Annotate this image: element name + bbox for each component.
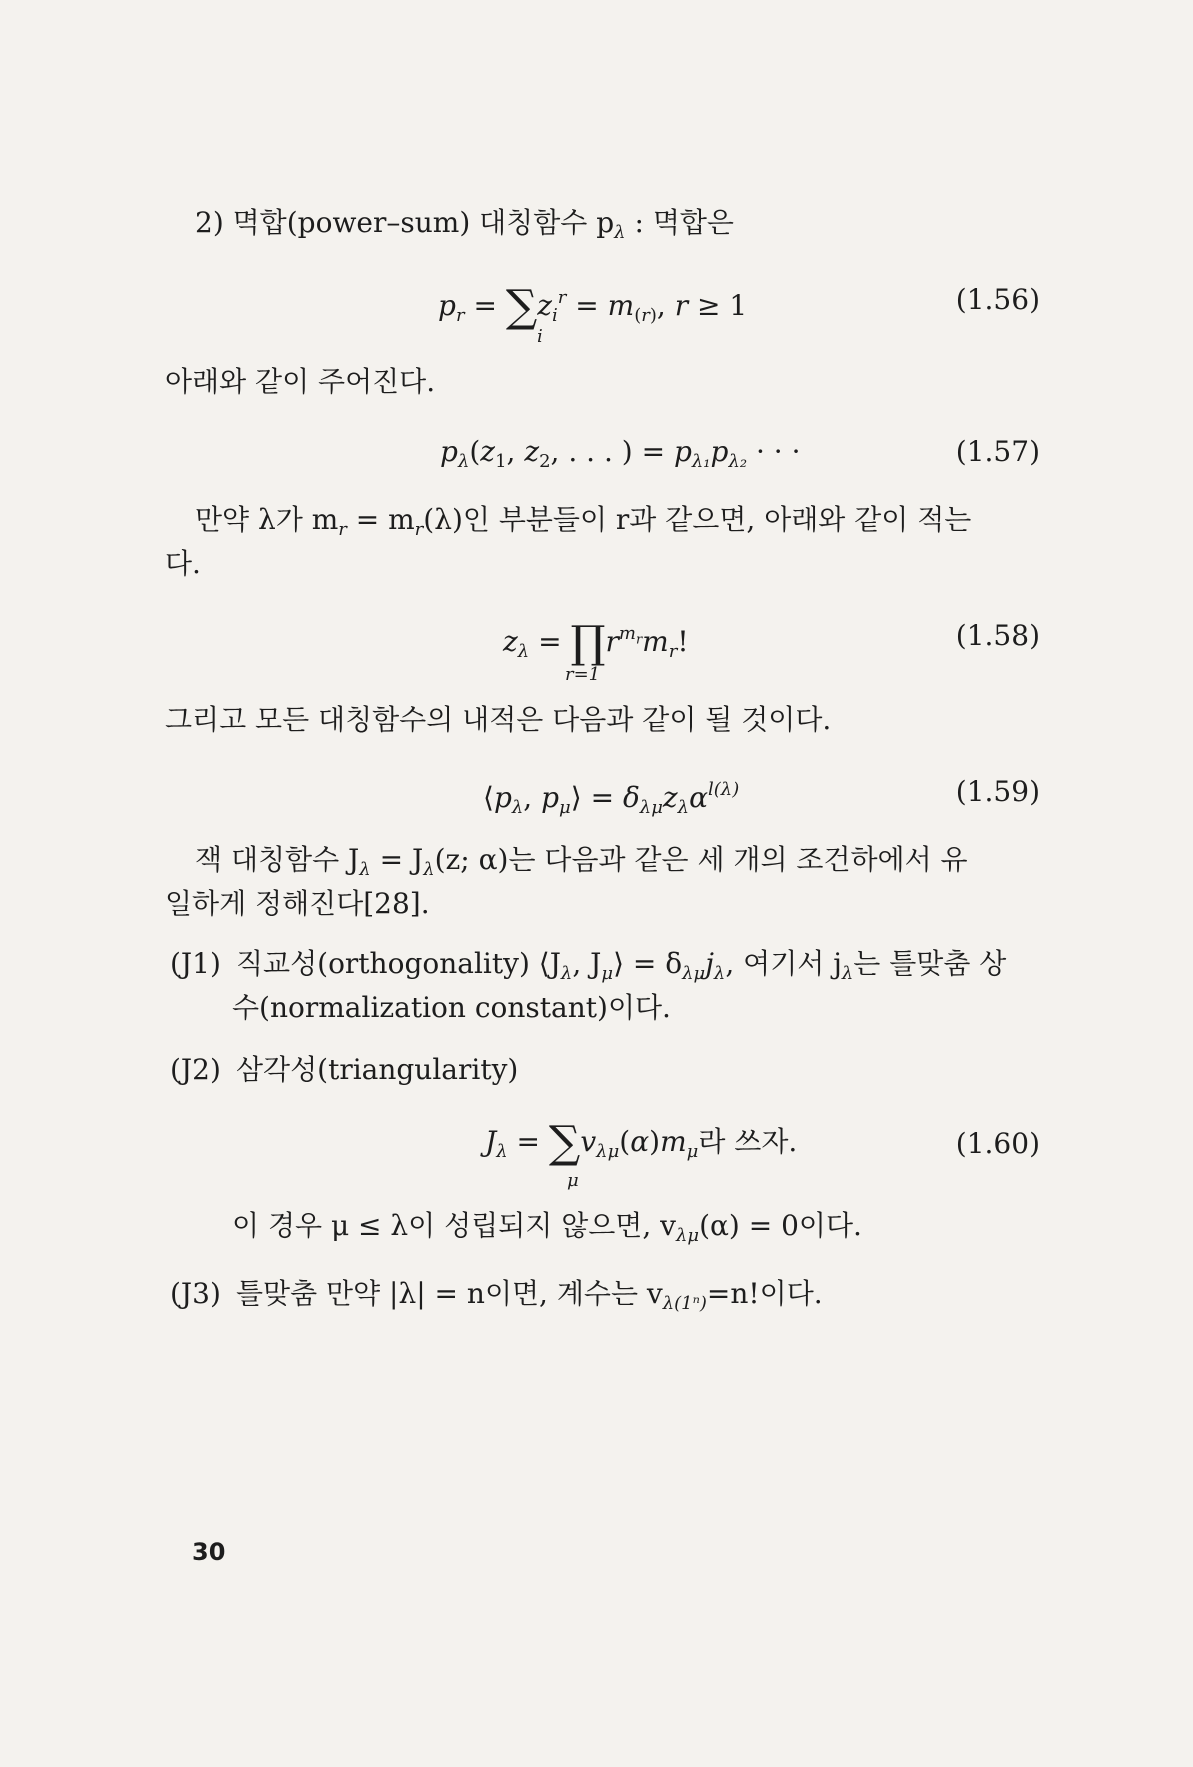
text-run: 2) 멱합(power–sum) 대칭함수 p xyxy=(195,206,615,239)
equation-1-57: $p_\lambda(z_1$, $z_2$, . . . ) = $p_{\lambda_1}p_{\lambda_2}$ · · · xyxy=(440,435,801,472)
subscript: λ xyxy=(614,222,626,243)
equation-number: (1.59) xyxy=(955,775,1040,808)
condition-j2 xyxy=(170,1050,1015,1090)
text-run: , J xyxy=(572,947,602,980)
text-run: , 여기서 j xyxy=(725,947,842,980)
text-run: 라 쓰자. xyxy=(698,1125,798,1158)
product-index: r=1 xyxy=(565,664,601,685)
text-run: = m xyxy=(346,503,415,536)
text-run: = J xyxy=(370,843,424,876)
text-run: 는 틀맞춤 상 xyxy=(853,947,1007,980)
sum-index: i xyxy=(537,326,543,347)
paragraph-power-sum-intro xyxy=(195,203,1040,253)
text-run: 잭 대칭함수 J xyxy=(195,843,360,876)
paragraph-given-as: 아래와 같이 주어진다. xyxy=(165,365,436,398)
text-run: 직교성(orthogonality) ⟨J xyxy=(236,947,561,980)
equation-number: (1.57) xyxy=(955,435,1040,468)
condition-label: (J1) xyxy=(170,947,221,980)
paragraph-inner-product: 그리고 모든 대칭함수의 내적은 다음과 같이 될 것이다. xyxy=(165,703,832,736)
equation-number: (1.58) xyxy=(955,619,1040,652)
text-run: =n!이다. xyxy=(706,1277,823,1310)
equation-1-60: $J_\lambda = \sum v_{\lambda\mu}(\alpha)m_\mu$라 쓰자. xyxy=(485,1117,798,1168)
equation-1-59: $⟨p_\lambda$, $p_\mu⟩ = \delta_{\lambda\mu}z_\lambda\alpha^{l(\lambda)}$ xyxy=(483,779,740,818)
condition-j2-note: 이 경우 μ ≤ λ이 성립되지 않으면, $v_{\lambda\mu}(\alpha) = 0$이다. xyxy=(232,1209,862,1246)
paragraph-continuation: 다. xyxy=(165,547,201,580)
condition-label: (J3) xyxy=(170,1277,221,1310)
text-run: (λ)인 부분들이 r과 같으면, 아래와 같이 적는 xyxy=(423,503,972,536)
sum-index: μ xyxy=(567,1170,579,1191)
paragraph-jack-intro: 잭 대칭함수 $J_\lambda = J_\lambda(z$; α)는 다음과 같은 세 개의 조건하에서 유 xyxy=(195,843,968,880)
text-run: 틀맞춤 만약 |λ| = n이면, 계수는 v xyxy=(236,1277,663,1310)
text-run: (z; α)는 다음과 같은 세 개의 조건하에서 유 xyxy=(434,843,968,876)
text-run: 이 경우 μ ≤ λ이 성립되지 않으면, v xyxy=(232,1209,676,1242)
text-run: 삼각성(triangularity) xyxy=(236,1053,519,1086)
paragraph-if-lambda: 만약 λ가 $m_r = m_r(\lambda)$인 부분들이 r과 같으면, 아래와 같이 적는 xyxy=(195,503,972,540)
page-number: 30 xyxy=(192,1538,226,1566)
condition-label: (J2) xyxy=(170,1053,221,1086)
equation-number: (1.56) xyxy=(955,283,1040,316)
condition-j3: (J3) 틀맞춤 만약 |λ| = n이면, 계수는 $v_{\lambda(1^n)}=n$!이다. xyxy=(170,1274,1015,1324)
text-run: j xyxy=(705,947,714,980)
equation-1-58: $z_\lambda$ = $\prod r^{m_r}m_r$! xyxy=(503,617,689,668)
equation-number: (1.60) xyxy=(955,1127,1040,1160)
paragraph-continuation: 일하게 정해진다[28]. xyxy=(165,887,430,920)
condition-j1-continuation: 수(normalization constant)이다. xyxy=(232,991,671,1024)
text-run: 만약 λ가 m xyxy=(195,503,339,536)
text-run: : 멱합은 xyxy=(625,206,734,239)
text-run: ⟩ = δ xyxy=(613,947,683,980)
text-run: (α) = 0이다. xyxy=(699,1209,862,1242)
condition-j1: (J1) 직교성(orthogonality) $⟨J_\lambda$, $J_\mu⟩ = \delta_{\lambda\mu}j_\lambda$, 여기서 $j_\lambda$는 틀맞춤 상 xyxy=(170,944,1015,994)
equation-1-56: $p_r = \sum z_i^r = m_{(r)}$, r ≥ 1 xyxy=(438,281,748,332)
